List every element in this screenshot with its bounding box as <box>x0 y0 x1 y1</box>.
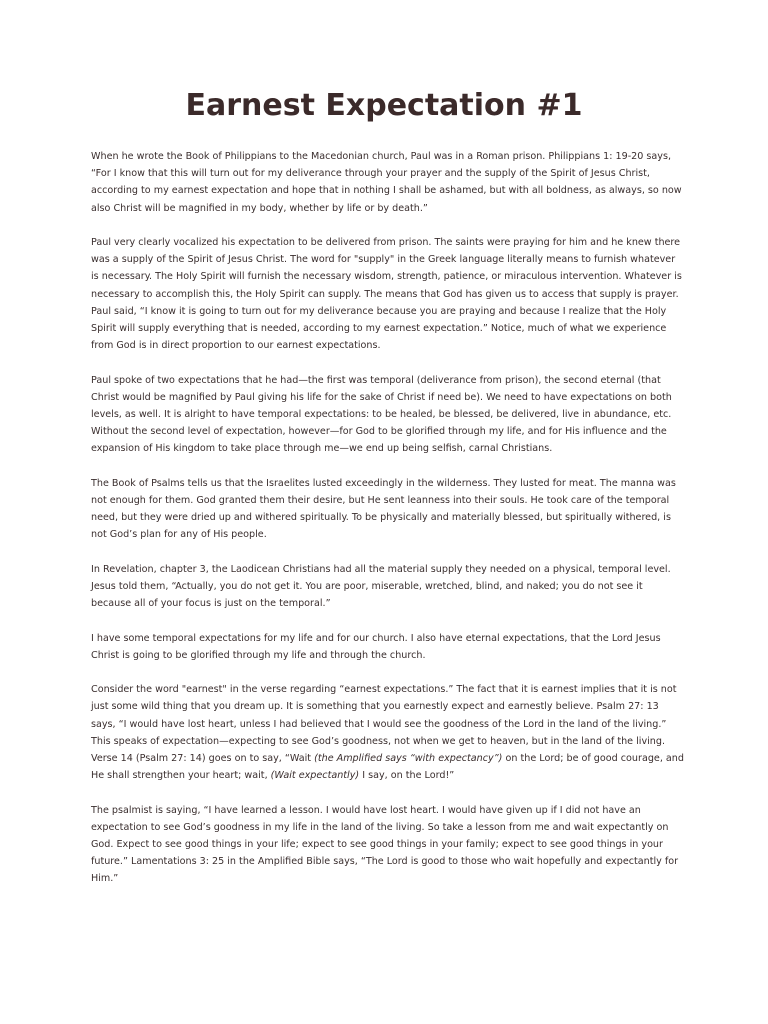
text-run: Verse 14 (Psalm 27: 14) goes on to say, “Wait <box>91 753 315 765</box>
text-line: was a supply of the Spirit of Jesus Christ. The word for "supply" in the Greek language literally means to furnish whatever <box>91 254 676 266</box>
text-line: expansion of His kingdom to take place through me—we end up being selfish, carnal Christians. <box>91 443 553 455</box>
text-run: on the Lord; be of good courage, and <box>502 753 684 765</box>
paragraph-2 <box>91 234 685 354</box>
text-line: just some wild thing that you dream up. It is something that you earnestly expect and earnestly believe. Psalm 27: 13 <box>91 701 659 713</box>
text-line-mixed <box>91 750 685 767</box>
text-line: levels, as well. It is alright to have temporal expectations: to be healed, be blessed, be delivered, live in abundance, etc. <box>91 409 672 421</box>
text-line: God. Expect to see good things in your life; expect to see good things in your family; expect to see good things in your <box>91 839 663 851</box>
text-line: Paul spoke of two expectations that he had—the first was temporal (deliverance from prison), the second eternal (that <box>91 374 661 386</box>
paragraph-3 <box>91 372 685 458</box>
text-line: future.” Lamentations 3: 25 in the Amplified Bible says, “The Lord is good to those who wait hopefully and expectantly for <box>91 856 679 868</box>
text-line: from God is in direct proportion to our earnest expectations. <box>91 340 381 352</box>
text-line: not God’s plan for any of His people. <box>91 529 267 541</box>
italic-run: (Wait expectantly) <box>270 770 360 782</box>
text-line: “For I know that this will turn out for my deliverance through your prayer and the supply of the Spirit of Jesus Christ, <box>91 168 650 180</box>
paragraph-1 <box>91 148 685 217</box>
text-line: The psalmist is saying, “I have learned a lesson. I would have lost heart. I would have given up if I did not have an <box>91 804 641 816</box>
text-line: according to my earnest expectation and hope that in nothing I shall be ashamed, but with all boldness, as always, so now <box>91 185 682 197</box>
paragraph-6 <box>91 630 685 664</box>
text-line: because all of your focus is just on the temporal.” <box>91 598 331 610</box>
text-line: Consider the word "earnest" in the verse regarding “earnest expectations.” The fact that it is earnest implies that it is not <box>91 684 677 696</box>
page-title: Earnest Expectation #1 <box>185 88 583 123</box>
paragraph-4 <box>91 475 685 544</box>
text-line: expectation to see God’s goodness in my life in the land of the living. So take a lesson from me and wait expectantly on <box>91 821 669 833</box>
text-line: also Christ will be magnified in my body, whether by life or by death.” <box>91 202 428 214</box>
text-line: In Revelation, chapter 3, the Laodicean Christians had all the material supply they needed on a physical, temporal level. <box>91 563 671 575</box>
text-run: He shall strengthen your heart; wait, <box>91 770 271 782</box>
text-line: necessary to accomplish this, the Holy Spirit can supply. The means that God has given us to access that supply is prayer. <box>91 288 679 300</box>
text-line: is necessary. The Holy Spirit will furnish the necessary wisdom, strength, patience, or miraculous intervention. Whatever is <box>91 271 682 283</box>
text-line: Paul very clearly vocalized his expectation to be delivered from prison. The saints were praying for him and he knew there <box>91 237 681 248</box>
text-line: Christ would be magnified by Paul giving his life for the sake of Christ if need be). We need to have expectations on both <box>91 391 672 403</box>
text-line: Without the second level of expectation, however—for God to be glorified through my life, and for His influence and the <box>91 426 667 438</box>
text-line: Him.” <box>91 873 119 885</box>
italic-run: (the Amplified says “with expectancy”) <box>314 753 503 765</box>
text-line-mixed <box>91 767 685 784</box>
text-line: The Book of Psalms tells us that the Israelites lusted exceedingly in the wilderness. They lusted for meat. The manna was <box>91 477 676 489</box>
text-line: not enough for them. God granted them their desire, but He sent leanness into their souls. He took care of the temporal <box>91 495 670 507</box>
document-body <box>91 148 685 905</box>
text-line: This speaks of expectation—expecting to see God’s goodness, not when we get to heaven, but in the land of the living. <box>91 735 666 747</box>
text-line: I have some temporal expectations for my life and for our church. I also have eternal expectations, that the Lord Jesus <box>91 632 661 644</box>
text-line: Spirit will supply everything that is needed, according to my earnest expectation.” Notice, much of what we experience <box>91 323 667 335</box>
text-line: Christ is going to be glorified through my life and through the church. <box>91 649 426 661</box>
text-line: Jesus told them, “Actually, you do not get it. You are poor, miserable, wretched, blind, and naked; you do not see it <box>91 581 643 593</box>
text-line: says, “I would have lost heart, unless I had believed that I would see the goodness of the Lord in the land of the living.” <box>91 718 667 730</box>
text-line: need, but they were dried up and withered spiritually. To be physically and materially blessed, but spiritually withered, is <box>91 512 671 524</box>
text-line: Paul said, “I know it is going to turn out for my deliverance because you are praying and because I realize that the Holy <box>91 305 667 317</box>
text-line: When he wrote the Book of Philippians to the Macedonian church, Paul was in a Roman prison. Philippians 1: 19-20 says, <box>91 151 672 162</box>
paragraph-5 <box>91 561 685 613</box>
paragraph-8 <box>91 802 685 888</box>
paragraph-7 <box>91 681 685 784</box>
text-run: I say, on the Lord!” <box>359 770 455 782</box>
